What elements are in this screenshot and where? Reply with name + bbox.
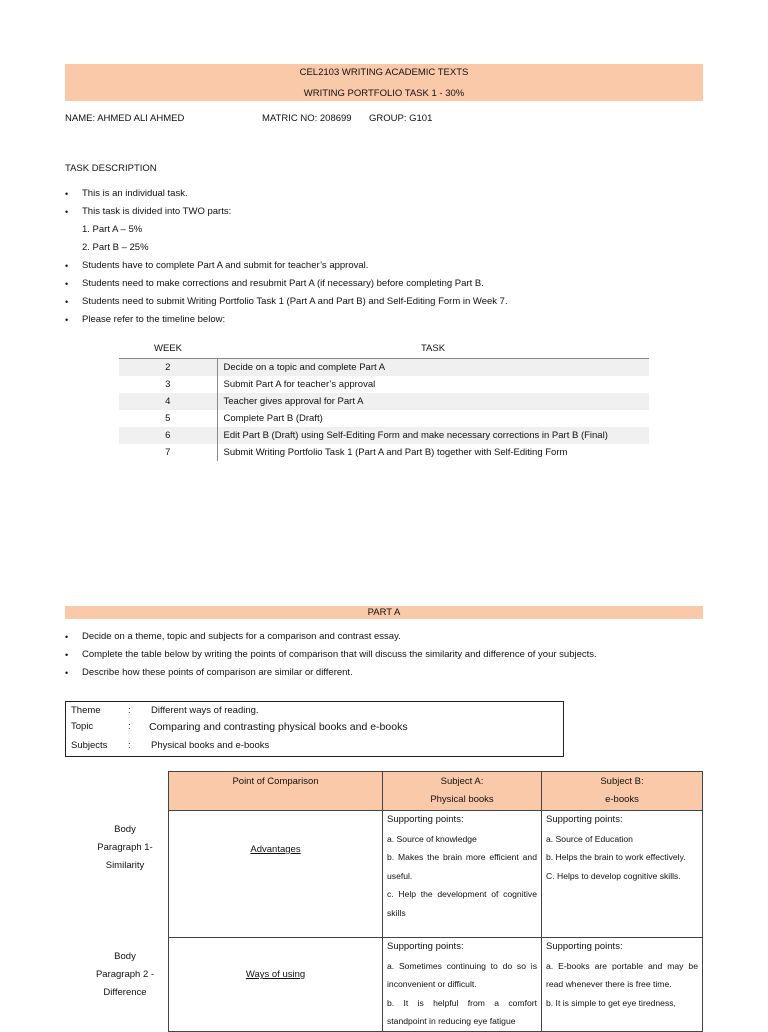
task-title: WRITING PORTFOLIO TASK 1 - 30%: [303, 88, 465, 99]
supporting-line: Supporting points:: [387, 814, 464, 825]
label-line: Similarity: [105, 860, 145, 871]
part-a-heading: PART A: [367, 607, 401, 618]
header-band: [65, 64, 703, 101]
info-box: [65, 701, 564, 757]
table-row: [119, 410, 649, 427]
part-a-bullets: [65, 628, 597, 682]
theme-value: Different ways of reading.: [151, 705, 259, 716]
label-line: Paragraph 2 -: [95, 969, 155, 980]
subject-a-header: [383, 772, 542, 811]
point-of-comparison-header: [169, 772, 383, 811]
subjects-value: Physical books and e-books: [151, 740, 270, 751]
header-text: Subject A:: [440, 776, 484, 787]
list-item: • Decide on a theme, topic and subjects for a comparison and contrast essay.: [65, 628, 597, 646]
table-header-row: [169, 772, 703, 811]
week-cell: 4: [119, 393, 217, 410]
subject-a-cell: [383, 811, 542, 938]
subjects-label: Subjects: [71, 740, 108, 751]
point-cell: [169, 811, 383, 938]
header-text: e-books: [605, 794, 639, 805]
theme-label: Theme: [71, 705, 101, 716]
colon: :: [128, 705, 131, 716]
subject-a-cell: [383, 938, 542, 1032]
group: GROUP: G101: [369, 113, 433, 124]
header-text: Point of Comparison: [232, 776, 319, 787]
subject-b-header: [542, 772, 703, 811]
week-cell: 6: [119, 427, 217, 444]
supporting-line: Supporting points:: [387, 941, 464, 952]
supporting-line: Supporting points:: [546, 941, 623, 952]
table-row: [169, 938, 703, 1032]
task-cell: Teacher gives approval for Part A: [217, 393, 649, 410]
list-item: • Students have to complete Part A and submit for teacher’s approval.: [65, 257, 508, 275]
label-line: Paragraph 1-: [97, 842, 153, 853]
comparison-table: [168, 771, 703, 1032]
point-cell: [169, 938, 383, 1032]
supporting-line: b. Makes the brain more efficient and useful.: [387, 852, 537, 881]
point-text: Advantages: [250, 844, 301, 855]
task-cell: Complete Part B (Draft): [223, 413, 323, 424]
timeline-table: [119, 338, 649, 461]
task-cell: Decide on a topic and complete Part A: [217, 359, 649, 377]
supporting-line: a. Sometimes continuing to do so is inconvenient or difficult.: [387, 960, 537, 989]
paragraph-1-label: [65, 821, 185, 875]
list-item: • Please refer to the timeline below:: [65, 311, 508, 329]
week-cell: 7: [119, 444, 217, 461]
supporting-line: b. It is helpful from a comfort standpoint in reducing eye fatigue: [387, 997, 537, 1026]
part-a-band: [65, 606, 703, 619]
task-bullets-bottom: [65, 257, 508, 329]
table-row: [119, 427, 649, 444]
colon: :: [128, 740, 131, 751]
week-cell: 3: [119, 376, 217, 393]
task-header: TASK: [217, 338, 649, 359]
list-item: • This is an individual task.: [65, 185, 231, 203]
list-item: 1. Part A – 5%: [82, 224, 143, 235]
list-item: • Describe how these points of comparison are similar or different.: [65, 664, 597, 682]
label-line: Difference: [103, 987, 147, 998]
supporting-line: b. It is simple to get eye tiredness,: [546, 997, 676, 1008]
subject-b-cell: [542, 938, 703, 1032]
colon: :: [128, 721, 131, 732]
course-title: CEL2103 WRITING ACADEMIC TEXTS: [299, 67, 469, 78]
list-item: • Complete the table below by writing the points of comparison that will discuss the similarity and difference of your subjects.: [65, 646, 597, 664]
table-row: [119, 359, 649, 377]
supporting-line: c. Help the development of cognitive skills: [387, 889, 537, 918]
task-cell: Edit Part B (Draft) using Self-Editing Form and make necessary corrections in Part B (Final): [217, 427, 649, 444]
week-cell: 5: [119, 410, 217, 427]
topic-value: Comparing and contrasting physical books and e-books: [149, 721, 408, 733]
parts-list: [82, 221, 149, 257]
table-row: [119, 376, 649, 393]
supporting-line: a. E-books are portable and may be read whenever there is free time.: [546, 960, 698, 989]
supporting-line: b. Helps the brain to work effectively.: [546, 852, 686, 862]
label-line: Body: [114, 951, 136, 962]
task-cell: Submit Writing Portfolio Task 1 (Part A and Part B) together with Self-Editing Form: [223, 447, 568, 458]
task-bullets-top: [65, 185, 231, 221]
list-item: • This task is divided into TWO parts:: [65, 203, 231, 221]
paragraph-2-label: [65, 948, 185, 1002]
supporting-line: a. Source of knowledge: [387, 833, 477, 844]
list-item: • Students need to make corrections and resubmit Part A (if necessary) before completing Part B.: [65, 275, 508, 293]
supporting-line: a. Source of Education: [546, 833, 633, 844]
matric-number: MATRIC NO: 208699: [262, 113, 352, 124]
task-cell: Submit Part A for teacher’s approval: [223, 379, 376, 390]
table-row: [119, 393, 649, 410]
task-description-heading: TASK DESCRIPTION: [65, 163, 157, 174]
supporting-line: C. Helps to develop cognitive skills.: [546, 870, 681, 881]
table-row: [169, 811, 703, 938]
subject-b-cell: [542, 811, 703, 938]
week-cell: 2: [119, 359, 217, 377]
point-text: Ways of using: [245, 969, 306, 980]
header-text: Physical books: [430, 794, 494, 805]
student-name: NAME: AHMED ALI AHMED: [65, 113, 185, 124]
table-row: [119, 444, 649, 461]
label-line: Body: [114, 824, 136, 835]
supporting-line: Supporting points:: [546, 814, 623, 825]
list-item: • Students need to submit Writing Portfolio Task 1 (Part A and Part B) and Self-Editing Form in Week 7.: [65, 293, 508, 311]
week-header: WEEK: [119, 338, 217, 359]
header-text: Subject B:: [600, 776, 644, 787]
topic-label: Topic: [71, 721, 94, 732]
list-item: 2. Part B – 25%: [82, 242, 149, 253]
